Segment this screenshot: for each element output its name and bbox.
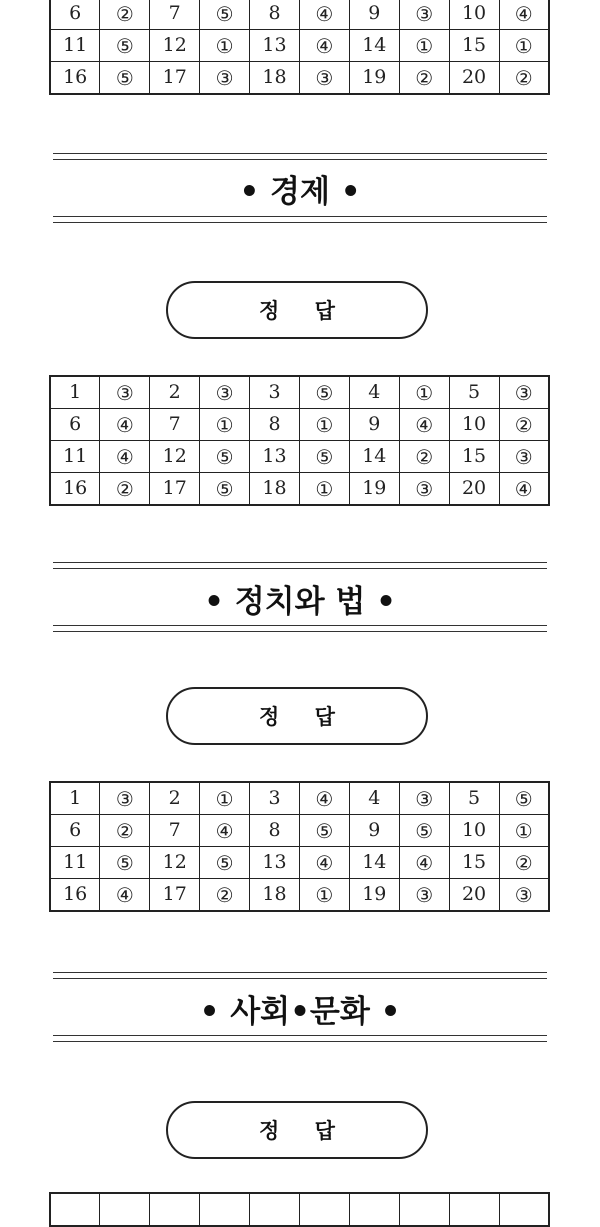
answer-choice: ⑤ bbox=[100, 62, 150, 95]
question-number: 11 bbox=[50, 30, 100, 62]
table-row bbox=[50, 409, 549, 441]
answer-choice: ③ bbox=[200, 62, 250, 95]
question-number: 20 bbox=[449, 879, 499, 912]
answer-label-box bbox=[166, 1101, 428, 1159]
question-number: 16 bbox=[50, 473, 100, 506]
question-number: 10 bbox=[449, 409, 499, 441]
table-row bbox=[50, 782, 549, 815]
answer-choice bbox=[399, 1193, 449, 1226]
question-number bbox=[250, 1193, 300, 1226]
question-number: 16 bbox=[50, 879, 100, 912]
answer-choice: ③ bbox=[299, 62, 349, 95]
table-row bbox=[50, 847, 549, 879]
question-number: 1 bbox=[50, 376, 100, 409]
question-number: 8 bbox=[250, 409, 300, 441]
question-number: 9 bbox=[349, 0, 399, 30]
answer-choice: ④ bbox=[100, 879, 150, 912]
answer-choice: ⑤ bbox=[100, 30, 150, 62]
answer-choice: ⑤ bbox=[100, 847, 150, 879]
answer-choice: ③ bbox=[399, 473, 449, 506]
answer-choice: ① bbox=[399, 30, 449, 62]
question-number: 4 bbox=[349, 376, 399, 409]
answer-choice: ④ bbox=[299, 0, 349, 30]
answer-choice: ② bbox=[100, 473, 150, 506]
section-rule-top bbox=[53, 562, 547, 569]
question-number: 15 bbox=[449, 30, 499, 62]
answer-choice: ④ bbox=[200, 815, 250, 847]
answer-choice: ② bbox=[399, 441, 449, 473]
question-number: 18 bbox=[250, 473, 300, 506]
section-rule-bottom bbox=[53, 1035, 547, 1042]
question-number: 6 bbox=[50, 0, 100, 30]
answer-choice: ① bbox=[200, 782, 250, 815]
question-number: 20 bbox=[449, 62, 499, 95]
answer-choice: ③ bbox=[499, 376, 549, 409]
answer-choice: ③ bbox=[100, 782, 150, 815]
question-number: 9 bbox=[349, 815, 399, 847]
answer-label-box bbox=[166, 687, 428, 745]
answer-choice: ⑤ bbox=[399, 815, 449, 847]
section-title: • 정치와 법 • bbox=[204, 584, 396, 620]
answer-table-2 bbox=[49, 375, 550, 506]
question-number: 9 bbox=[349, 409, 399, 441]
table-row bbox=[50, 815, 549, 847]
answer-table-4 bbox=[49, 1192, 550, 1227]
answer-label: 정 답 bbox=[259, 1119, 349, 1143]
answer-choice: ③ bbox=[399, 879, 449, 912]
question-number: 17 bbox=[150, 62, 200, 95]
question-number: 4 bbox=[349, 782, 399, 815]
answer-choice: ⑤ bbox=[200, 0, 250, 30]
answer-choice: ⑤ bbox=[299, 815, 349, 847]
question-number: 19 bbox=[349, 473, 399, 506]
answer-choice: ① bbox=[499, 30, 549, 62]
answer-label: 정 답 bbox=[259, 299, 349, 323]
answer-choice: ④ bbox=[100, 441, 150, 473]
question-number: 5 bbox=[449, 376, 499, 409]
question-number: 5 bbox=[449, 782, 499, 815]
question-number: 12 bbox=[150, 441, 200, 473]
answer-choice: ③ bbox=[399, 0, 449, 30]
question-number: 17 bbox=[150, 473, 200, 506]
question-number: 13 bbox=[250, 847, 300, 879]
answer-label-box bbox=[166, 281, 428, 339]
table-row bbox=[50, 879, 549, 912]
answer-choice: ⑤ bbox=[200, 441, 250, 473]
answer-choice: ② bbox=[499, 847, 549, 879]
table-row bbox=[50, 441, 549, 473]
answer-choice: ① bbox=[200, 30, 250, 62]
answer-table-3 bbox=[49, 781, 550, 912]
answer-choice: ② bbox=[499, 409, 549, 441]
answer-choice bbox=[200, 1193, 250, 1226]
question-number bbox=[449, 1193, 499, 1226]
table-row bbox=[50, 0, 549, 30]
answer-choice: ③ bbox=[399, 782, 449, 815]
answer-choice bbox=[499, 1193, 549, 1226]
question-number: 2 bbox=[150, 376, 200, 409]
table-row bbox=[50, 62, 549, 95]
answer-choice: ③ bbox=[100, 376, 150, 409]
section-title: • 경제 • bbox=[239, 174, 361, 210]
question-number: 10 bbox=[449, 0, 499, 30]
answer-choice: ③ bbox=[499, 441, 549, 473]
question-number: 8 bbox=[250, 0, 300, 30]
answer-choice: ① bbox=[499, 815, 549, 847]
answer-choice: ⑤ bbox=[299, 441, 349, 473]
table-row bbox=[50, 30, 549, 62]
question-number: 20 bbox=[449, 473, 499, 506]
answer-choice: ④ bbox=[299, 847, 349, 879]
answer-choice: ④ bbox=[499, 473, 549, 506]
answer-choice: ② bbox=[200, 879, 250, 912]
question-number: 12 bbox=[150, 30, 200, 62]
question-number: 1 bbox=[50, 782, 100, 815]
answer-choice: ① bbox=[299, 409, 349, 441]
question-number bbox=[50, 1193, 100, 1226]
question-number: 13 bbox=[250, 30, 300, 62]
answer-choice: ⑤ bbox=[200, 847, 250, 879]
question-number: 14 bbox=[349, 441, 399, 473]
question-number: 7 bbox=[150, 815, 200, 847]
question-number: 10 bbox=[449, 815, 499, 847]
answer-choice: ② bbox=[499, 62, 549, 95]
question-number: 17 bbox=[150, 879, 200, 912]
question-number: 6 bbox=[50, 409, 100, 441]
question-number: 15 bbox=[449, 847, 499, 879]
answer-choice: ① bbox=[200, 409, 250, 441]
question-number bbox=[150, 1193, 200, 1226]
answer-choice: ④ bbox=[299, 782, 349, 815]
answer-choice: ① bbox=[299, 879, 349, 912]
table-row bbox=[50, 376, 549, 409]
question-number: 11 bbox=[50, 847, 100, 879]
question-number: 7 bbox=[150, 0, 200, 30]
question-number: 3 bbox=[250, 782, 300, 815]
answer-choice: ⑤ bbox=[299, 376, 349, 409]
section-rule-bottom bbox=[53, 216, 547, 223]
question-number: 11 bbox=[50, 441, 100, 473]
question-number: 14 bbox=[349, 847, 399, 879]
answer-choice: ④ bbox=[399, 847, 449, 879]
answer-choice: ④ bbox=[499, 0, 549, 30]
answer-choice: ④ bbox=[100, 409, 150, 441]
answer-choice bbox=[299, 1193, 349, 1226]
answer-choice: ② bbox=[100, 0, 150, 30]
table-row bbox=[50, 1193, 549, 1226]
answer-choice: ② bbox=[399, 62, 449, 95]
section-title: • 사회•문화 • bbox=[199, 994, 401, 1030]
question-number bbox=[349, 1193, 399, 1226]
question-number: 19 bbox=[349, 879, 399, 912]
section-rule-top bbox=[53, 972, 547, 979]
question-number: 7 bbox=[150, 409, 200, 441]
question-number: 18 bbox=[250, 879, 300, 912]
question-number: 16 bbox=[50, 62, 100, 95]
section-rule-bottom bbox=[53, 625, 547, 632]
answer-label: 정 답 bbox=[259, 705, 349, 729]
answer-choice: ④ bbox=[399, 409, 449, 441]
answer-choice: ① bbox=[399, 376, 449, 409]
section-rule-top bbox=[53, 153, 547, 160]
question-number: 6 bbox=[50, 815, 100, 847]
question-number: 14 bbox=[349, 30, 399, 62]
question-number: 19 bbox=[349, 62, 399, 95]
question-number: 8 bbox=[250, 815, 300, 847]
question-number: 3 bbox=[250, 376, 300, 409]
question-number: 2 bbox=[150, 782, 200, 815]
question-number: 13 bbox=[250, 441, 300, 473]
question-number: 18 bbox=[250, 62, 300, 95]
answer-choice bbox=[100, 1193, 150, 1226]
answer-choice: ③ bbox=[499, 879, 549, 912]
answer-choice: ⑤ bbox=[499, 782, 549, 815]
question-number: 12 bbox=[150, 847, 200, 879]
table-row bbox=[50, 473, 549, 506]
answer-table-1 bbox=[49, 0, 550, 95]
answer-choice: ⑤ bbox=[200, 473, 250, 506]
question-number: 15 bbox=[449, 441, 499, 473]
answer-choice: ③ bbox=[200, 376, 250, 409]
answer-choice: ② bbox=[100, 815, 150, 847]
answer-choice: ④ bbox=[299, 30, 349, 62]
answer-choice: ① bbox=[299, 473, 349, 506]
